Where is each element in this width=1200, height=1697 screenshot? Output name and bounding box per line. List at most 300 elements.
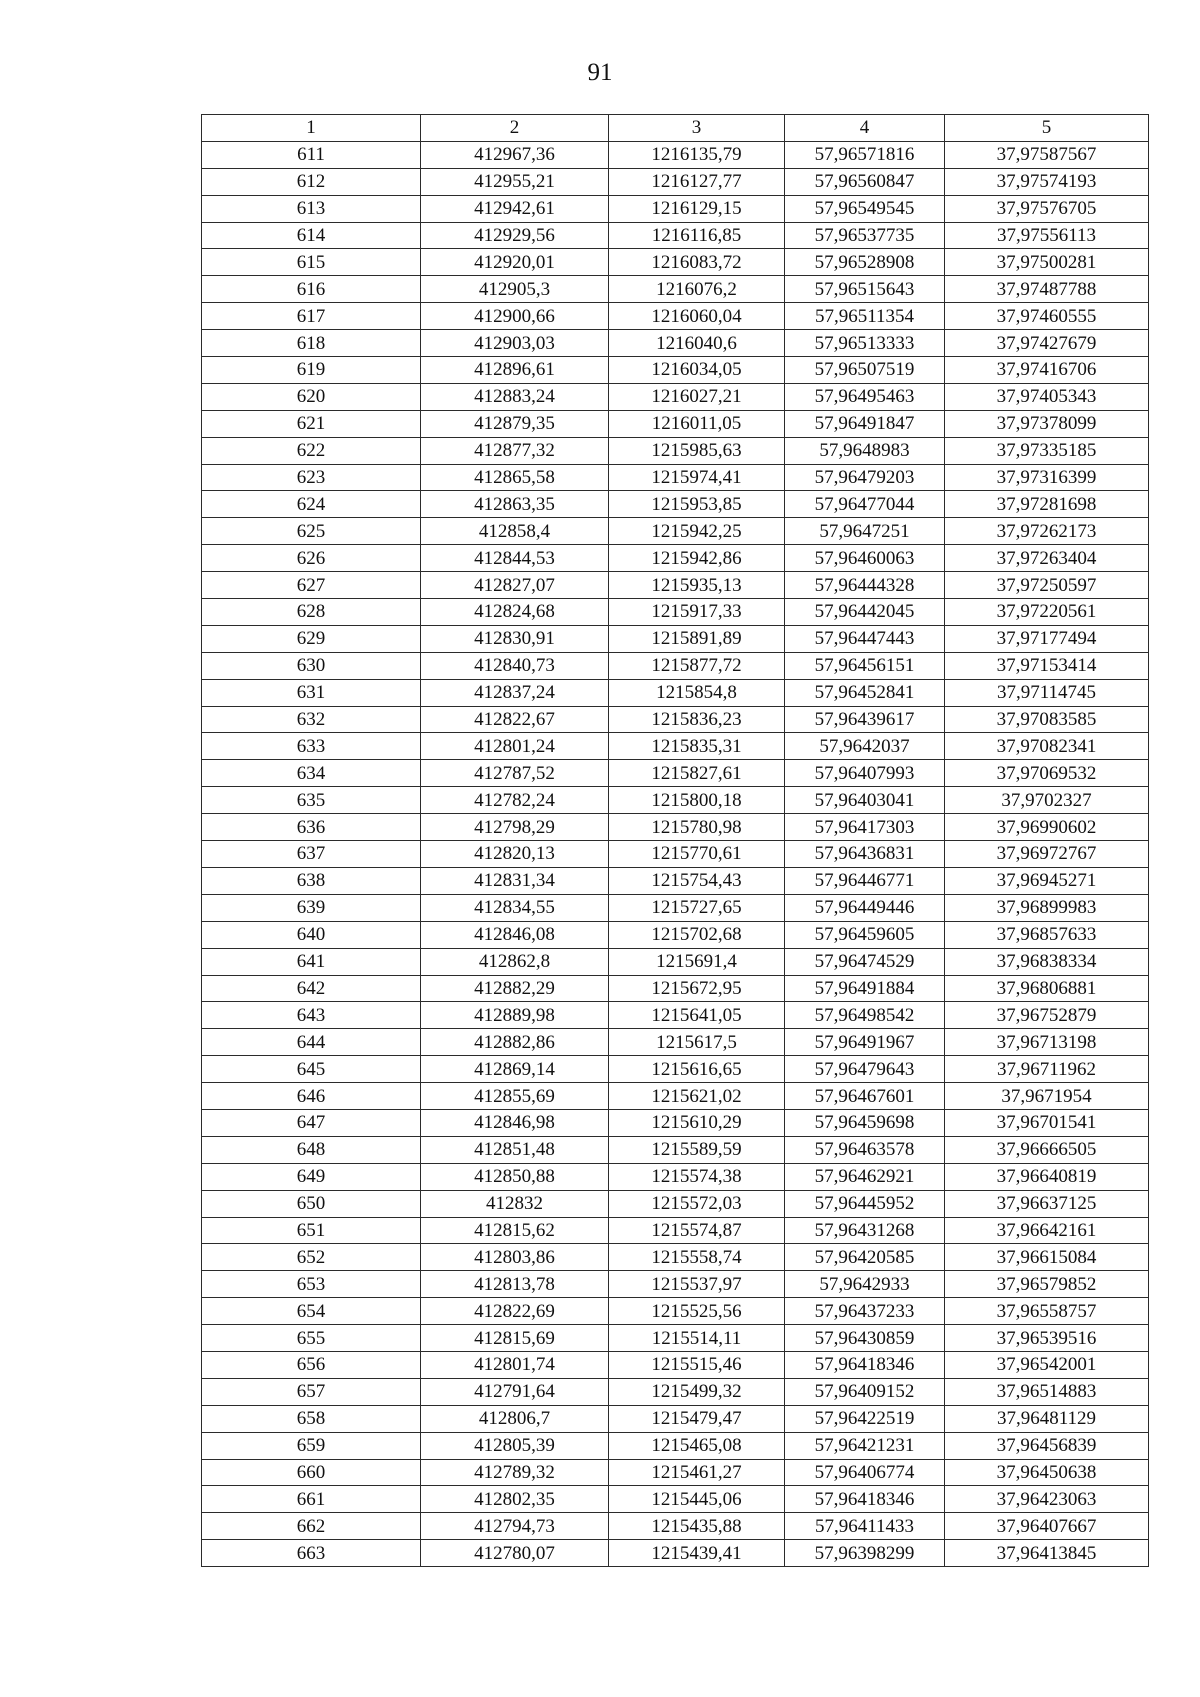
point-number-cell: 627 [202, 572, 421, 599]
y-coordinate-cell: 1215621,02 [609, 1083, 785, 1110]
y-coordinate-cell: 1215465,08 [609, 1432, 785, 1459]
latitude-cell: 57,96447443 [785, 625, 945, 652]
y-coordinate-cell: 1216060,04 [609, 303, 785, 330]
table-row [202, 464, 1149, 491]
point-number-cell: 622 [202, 437, 421, 464]
y-coordinate-cell: 1215479,47 [609, 1405, 785, 1432]
table-row [202, 1459, 1149, 1486]
latitude-cell: 57,96407993 [785, 760, 945, 787]
longitude-cell: 37,96713198 [945, 1029, 1149, 1056]
x-coordinate-cell: 412830,91 [421, 625, 609, 652]
point-number-cell: 661 [202, 1486, 421, 1513]
longitude-cell: 37,96539516 [945, 1325, 1149, 1352]
point-number-cell: 626 [202, 545, 421, 572]
table-row [202, 1056, 1149, 1083]
latitude-cell: 57,96477044 [785, 491, 945, 518]
column-header-4: 4 [785, 115, 945, 142]
longitude-cell: 37,96514883 [945, 1378, 1149, 1405]
longitude-cell: 37,97587567 [945, 141, 1149, 168]
latitude-cell: 57,96491884 [785, 975, 945, 1002]
x-coordinate-cell: 412789,32 [421, 1459, 609, 1486]
x-coordinate-cell: 412831,34 [421, 867, 609, 894]
longitude-cell: 37,96945271 [945, 867, 1149, 894]
y-coordinate-cell: 1215754,43 [609, 867, 785, 894]
point-number-cell: 647 [202, 1109, 421, 1136]
latitude-cell: 57,96411433 [785, 1513, 945, 1540]
longitude-cell: 37,96838334 [945, 948, 1149, 975]
latitude-cell: 57,96507519 [785, 357, 945, 384]
x-coordinate-cell: 412889,98 [421, 1002, 609, 1029]
latitude-cell: 57,96462921 [785, 1163, 945, 1190]
x-coordinate-cell: 412780,07 [421, 1540, 609, 1567]
point-number-cell: 649 [202, 1163, 421, 1190]
table-row [202, 572, 1149, 599]
y-coordinate-cell: 1215854,8 [609, 679, 785, 706]
point-number-cell: 650 [202, 1190, 421, 1217]
point-number-cell: 662 [202, 1513, 421, 1540]
point-number-cell: 635 [202, 787, 421, 814]
y-coordinate-cell: 1215641,05 [609, 1002, 785, 1029]
latitude-cell: 57,9647251 [785, 518, 945, 545]
latitude-cell: 57,96439617 [785, 706, 945, 733]
table-row [202, 1540, 1149, 1567]
latitude-cell: 57,96398299 [785, 1540, 945, 1567]
x-coordinate-cell: 412822,69 [421, 1298, 609, 1325]
point-number-cell: 643 [202, 1002, 421, 1029]
x-coordinate-cell: 412822,67 [421, 706, 609, 733]
table-row [202, 1298, 1149, 1325]
x-coordinate-cell: 412879,35 [421, 410, 609, 437]
point-number-cell: 641 [202, 948, 421, 975]
x-coordinate-cell: 412787,52 [421, 760, 609, 787]
x-coordinate-cell: 412813,78 [421, 1271, 609, 1298]
longitude-cell: 37,96972767 [945, 841, 1149, 868]
point-number-cell: 658 [202, 1405, 421, 1432]
longitude-cell: 37,96806881 [945, 975, 1149, 1002]
x-coordinate-cell: 412837,24 [421, 679, 609, 706]
longitude-cell: 37,96450638 [945, 1459, 1149, 1486]
latitude-cell: 57,9642037 [785, 733, 945, 760]
longitude-cell: 37,97281698 [945, 491, 1149, 518]
longitude-cell: 37,97405343 [945, 383, 1149, 410]
latitude-cell: 57,96537735 [785, 222, 945, 249]
y-coordinate-cell: 1215514,11 [609, 1325, 785, 1352]
x-coordinate-cell: 412840,73 [421, 652, 609, 679]
table-row [202, 1325, 1149, 1352]
point-number-cell: 611 [202, 141, 421, 168]
point-number-cell: 617 [202, 303, 421, 330]
x-coordinate-cell: 412834,55 [421, 894, 609, 921]
point-number-cell: 659 [202, 1432, 421, 1459]
longitude-cell: 37,9671954 [945, 1083, 1149, 1110]
x-coordinate-cell: 412883,24 [421, 383, 609, 410]
latitude-cell: 57,96515643 [785, 276, 945, 303]
y-coordinate-cell: 1216040,6 [609, 330, 785, 357]
latitude-cell: 57,96444328 [785, 572, 945, 599]
latitude-cell: 57,96491967 [785, 1029, 945, 1056]
x-coordinate-cell: 412846,08 [421, 921, 609, 948]
longitude-cell: 37,96701541 [945, 1109, 1149, 1136]
point-number-cell: 623 [202, 464, 421, 491]
table-row [202, 599, 1149, 626]
point-number-cell: 620 [202, 383, 421, 410]
x-coordinate-cell: 412806,7 [421, 1405, 609, 1432]
longitude-cell: 37,96666505 [945, 1136, 1149, 1163]
y-coordinate-cell: 1216083,72 [609, 249, 785, 276]
table-row [202, 1432, 1149, 1459]
point-number-cell: 633 [202, 733, 421, 760]
point-number-cell: 654 [202, 1298, 421, 1325]
x-coordinate-cell: 412877,32 [421, 437, 609, 464]
table-row [202, 679, 1149, 706]
latitude-cell: 57,96420585 [785, 1244, 945, 1271]
table-row [202, 652, 1149, 679]
longitude-cell: 37,97263404 [945, 545, 1149, 572]
latitude-cell: 57,96437233 [785, 1298, 945, 1325]
latitude-cell: 57,96406774 [785, 1459, 945, 1486]
longitude-cell: 37,96456839 [945, 1432, 1149, 1459]
longitude-cell: 37,96407667 [945, 1513, 1149, 1540]
y-coordinate-cell: 1215439,41 [609, 1540, 785, 1567]
longitude-cell: 37,97574193 [945, 168, 1149, 195]
latitude-cell: 57,96456151 [785, 652, 945, 679]
y-coordinate-cell: 1216076,2 [609, 276, 785, 303]
latitude-cell: 57,96528908 [785, 249, 945, 276]
y-coordinate-cell: 1215672,95 [609, 975, 785, 1002]
x-coordinate-cell: 412903,03 [421, 330, 609, 357]
y-coordinate-cell: 1215942,25 [609, 518, 785, 545]
longitude-cell: 37,97220561 [945, 599, 1149, 626]
table-row [202, 1109, 1149, 1136]
table-row [202, 303, 1149, 330]
x-coordinate-cell: 412824,68 [421, 599, 609, 626]
latitude-cell: 57,96467601 [785, 1083, 945, 1110]
point-number-cell: 644 [202, 1029, 421, 1056]
point-number-cell: 628 [202, 599, 421, 626]
point-number-cell: 648 [202, 1136, 421, 1163]
point-number-cell: 637 [202, 841, 421, 868]
x-coordinate-cell: 412967,36 [421, 141, 609, 168]
table-row [202, 1244, 1149, 1271]
longitude-cell: 37,96642161 [945, 1217, 1149, 1244]
point-number-cell: 653 [202, 1271, 421, 1298]
latitude-cell: 57,96459605 [785, 921, 945, 948]
point-number-cell: 616 [202, 276, 421, 303]
x-coordinate-cell: 412855,69 [421, 1083, 609, 1110]
column-header-5: 5 [945, 115, 1149, 142]
table-row [202, 1486, 1149, 1513]
table-row [202, 330, 1149, 357]
latitude-cell: 57,96421231 [785, 1432, 945, 1459]
point-number-cell: 639 [202, 894, 421, 921]
table-row [202, 1083, 1149, 1110]
point-number-cell: 640 [202, 921, 421, 948]
table-row [202, 975, 1149, 1002]
table-row [202, 276, 1149, 303]
y-coordinate-cell: 1215525,56 [609, 1298, 785, 1325]
table-row [202, 894, 1149, 921]
point-number-cell: 614 [202, 222, 421, 249]
latitude-cell: 57,96403041 [785, 787, 945, 814]
point-number-cell: 634 [202, 760, 421, 787]
x-coordinate-cell: 412869,14 [421, 1056, 609, 1083]
table-row [202, 625, 1149, 652]
latitude-cell: 57,96511354 [785, 303, 945, 330]
y-coordinate-cell: 1215610,29 [609, 1109, 785, 1136]
longitude-cell: 37,97416706 [945, 357, 1149, 384]
y-coordinate-cell: 1215985,63 [609, 437, 785, 464]
x-coordinate-cell: 412794,73 [421, 1513, 609, 1540]
y-coordinate-cell: 1215827,61 [609, 760, 785, 787]
column-header-1: 1 [202, 115, 421, 142]
point-number-cell: 612 [202, 168, 421, 195]
x-coordinate-cell: 412832 [421, 1190, 609, 1217]
y-coordinate-cell: 1216027,21 [609, 383, 785, 410]
point-number-cell: 618 [202, 330, 421, 357]
x-coordinate-cell: 412851,48 [421, 1136, 609, 1163]
x-coordinate-cell: 412896,61 [421, 357, 609, 384]
x-coordinate-cell: 412846,98 [421, 1109, 609, 1136]
latitude-cell: 57,96479203 [785, 464, 945, 491]
longitude-cell: 37,97177494 [945, 625, 1149, 652]
point-number-cell: 638 [202, 867, 421, 894]
y-coordinate-cell: 1215616,65 [609, 1056, 785, 1083]
table-row [202, 491, 1149, 518]
x-coordinate-cell: 412882,86 [421, 1029, 609, 1056]
y-coordinate-cell: 1215558,74 [609, 1244, 785, 1271]
latitude-cell: 57,96460063 [785, 545, 945, 572]
table-row [202, 518, 1149, 545]
latitude-cell: 57,96445952 [785, 1190, 945, 1217]
x-coordinate-cell: 412827,07 [421, 572, 609, 599]
table-row [202, 814, 1149, 841]
x-coordinate-cell: 412850,88 [421, 1163, 609, 1190]
point-number-cell: 632 [202, 706, 421, 733]
table-row [202, 383, 1149, 410]
longitude-cell: 37,97500281 [945, 249, 1149, 276]
y-coordinate-cell: 1215435,88 [609, 1513, 785, 1540]
table-header-row [202, 115, 1149, 142]
y-coordinate-cell: 1216129,15 [609, 195, 785, 222]
point-number-cell: 631 [202, 679, 421, 706]
longitude-cell: 37,97460555 [945, 303, 1149, 330]
y-coordinate-cell: 1216011,05 [609, 410, 785, 437]
y-coordinate-cell: 1215537,97 [609, 1271, 785, 1298]
latitude-cell: 57,96418346 [785, 1486, 945, 1513]
point-number-cell: 656 [202, 1351, 421, 1378]
table-row [202, 168, 1149, 195]
latitude-cell: 57,96571816 [785, 141, 945, 168]
latitude-cell: 57,96491847 [785, 410, 945, 437]
x-coordinate-cell: 412815,62 [421, 1217, 609, 1244]
latitude-cell: 57,96436831 [785, 841, 945, 868]
point-number-cell: 652 [202, 1244, 421, 1271]
table-row [202, 1029, 1149, 1056]
x-coordinate-cell: 412803,86 [421, 1244, 609, 1271]
y-coordinate-cell: 1215877,72 [609, 652, 785, 679]
table-row [202, 1271, 1149, 1298]
table-row [202, 787, 1149, 814]
longitude-cell: 37,97335185 [945, 437, 1149, 464]
table-row [202, 921, 1149, 948]
x-coordinate-cell: 412820,13 [421, 841, 609, 868]
point-number-cell: 615 [202, 249, 421, 276]
point-number-cell: 651 [202, 1217, 421, 1244]
latitude-cell: 57,96495463 [785, 383, 945, 410]
longitude-cell: 37,96615084 [945, 1244, 1149, 1271]
y-coordinate-cell: 1215770,61 [609, 841, 785, 868]
latitude-cell: 57,96430859 [785, 1325, 945, 1352]
longitude-cell: 37,97082341 [945, 733, 1149, 760]
x-coordinate-cell: 412882,29 [421, 975, 609, 1002]
latitude-cell: 57,96474529 [785, 948, 945, 975]
y-coordinate-cell: 1215691,4 [609, 948, 785, 975]
latitude-cell: 57,96422519 [785, 1405, 945, 1432]
table-row [202, 706, 1149, 733]
y-coordinate-cell: 1215499,32 [609, 1378, 785, 1405]
x-coordinate-cell: 412801,74 [421, 1351, 609, 1378]
latitude-cell: 57,96418346 [785, 1351, 945, 1378]
x-coordinate-cell: 412782,24 [421, 787, 609, 814]
x-coordinate-cell: 412791,64 [421, 1378, 609, 1405]
table-row [202, 1378, 1149, 1405]
point-number-cell: 645 [202, 1056, 421, 1083]
y-coordinate-cell: 1215800,18 [609, 787, 785, 814]
latitude-cell: 57,9642933 [785, 1271, 945, 1298]
longitude-cell: 37,96711962 [945, 1056, 1149, 1083]
y-coordinate-cell: 1215835,31 [609, 733, 785, 760]
y-coordinate-cell: 1215574,87 [609, 1217, 785, 1244]
longitude-cell: 37,96899983 [945, 894, 1149, 921]
latitude-cell: 57,9648983 [785, 437, 945, 464]
x-coordinate-cell: 412905,3 [421, 276, 609, 303]
point-number-cell: 642 [202, 975, 421, 1002]
point-number-cell: 655 [202, 1325, 421, 1352]
y-coordinate-cell: 1215617,5 [609, 1029, 785, 1056]
table-row [202, 1136, 1149, 1163]
latitude-cell: 57,96549545 [785, 195, 945, 222]
table-body [202, 141, 1149, 1566]
longitude-cell: 37,96558757 [945, 1298, 1149, 1325]
longitude-cell: 37,97427679 [945, 330, 1149, 357]
x-coordinate-cell: 412862,8 [421, 948, 609, 975]
table-row [202, 760, 1149, 787]
latitude-cell: 57,96449446 [785, 894, 945, 921]
longitude-cell: 37,96579852 [945, 1271, 1149, 1298]
latitude-cell: 57,96479643 [785, 1056, 945, 1083]
x-coordinate-cell: 412802,35 [421, 1486, 609, 1513]
y-coordinate-cell: 1215445,06 [609, 1486, 785, 1513]
x-coordinate-cell: 412801,24 [421, 733, 609, 760]
table-row [202, 357, 1149, 384]
y-coordinate-cell: 1215702,68 [609, 921, 785, 948]
point-number-cell: 657 [202, 1378, 421, 1405]
x-coordinate-cell: 412815,69 [421, 1325, 609, 1352]
x-coordinate-cell: 412865,58 [421, 464, 609, 491]
table-row [202, 1163, 1149, 1190]
column-header-2: 2 [421, 115, 609, 142]
longitude-cell: 37,97378099 [945, 410, 1149, 437]
longitude-cell: 37,96752879 [945, 1002, 1149, 1029]
table-row [202, 249, 1149, 276]
y-coordinate-cell: 1215727,65 [609, 894, 785, 921]
x-coordinate-cell: 412798,29 [421, 814, 609, 841]
table-row [202, 1351, 1149, 1378]
y-coordinate-cell: 1215515,46 [609, 1351, 785, 1378]
table-row [202, 222, 1149, 249]
point-number-cell: 630 [202, 652, 421, 679]
longitude-cell: 37,96640819 [945, 1163, 1149, 1190]
x-coordinate-cell: 412920,01 [421, 249, 609, 276]
y-coordinate-cell: 1215917,33 [609, 599, 785, 626]
latitude-cell: 57,96409152 [785, 1378, 945, 1405]
longitude-cell: 37,96990602 [945, 814, 1149, 841]
longitude-cell: 37,9702327 [945, 787, 1149, 814]
coordinates-table [201, 114, 1149, 1567]
table-row [202, 195, 1149, 222]
point-number-cell: 621 [202, 410, 421, 437]
longitude-cell: 37,96542001 [945, 1351, 1149, 1378]
point-number-cell: 624 [202, 491, 421, 518]
y-coordinate-cell: 1215836,23 [609, 706, 785, 733]
latitude-cell: 57,96417303 [785, 814, 945, 841]
y-coordinate-cell: 1215953,85 [609, 491, 785, 518]
y-coordinate-cell: 1216127,77 [609, 168, 785, 195]
longitude-cell: 37,97153414 [945, 652, 1149, 679]
latitude-cell: 57,96498542 [785, 1002, 945, 1029]
longitude-cell: 37,97556113 [945, 222, 1149, 249]
latitude-cell: 57,96463578 [785, 1136, 945, 1163]
longitude-cell: 37,97083585 [945, 706, 1149, 733]
table-row [202, 141, 1149, 168]
latitude-cell: 57,96442045 [785, 599, 945, 626]
longitude-cell: 37,96857633 [945, 921, 1149, 948]
x-coordinate-cell: 412863,35 [421, 491, 609, 518]
longitude-cell: 37,97487788 [945, 276, 1149, 303]
longitude-cell: 37,96481129 [945, 1405, 1149, 1432]
y-coordinate-cell: 1215942,86 [609, 545, 785, 572]
point-number-cell: 660 [202, 1459, 421, 1486]
column-header-3: 3 [609, 115, 785, 142]
table-row [202, 1217, 1149, 1244]
y-coordinate-cell: 1216135,79 [609, 141, 785, 168]
y-coordinate-cell: 1215974,41 [609, 464, 785, 491]
table-row [202, 733, 1149, 760]
table-row [202, 841, 1149, 868]
x-coordinate-cell: 412844,53 [421, 545, 609, 572]
longitude-cell: 37,97250597 [945, 572, 1149, 599]
y-coordinate-cell: 1215574,38 [609, 1163, 785, 1190]
table-row [202, 948, 1149, 975]
longitude-cell: 37,97114745 [945, 679, 1149, 706]
page-number: 91 [587, 59, 613, 86]
table-row [202, 1513, 1149, 1540]
latitude-cell: 57,96431268 [785, 1217, 945, 1244]
latitude-cell: 57,96560847 [785, 168, 945, 195]
point-number-cell: 663 [202, 1540, 421, 1567]
latitude-cell: 57,96446771 [785, 867, 945, 894]
y-coordinate-cell: 1215891,89 [609, 625, 785, 652]
latitude-cell: 57,96459698 [785, 1109, 945, 1136]
table-row [202, 437, 1149, 464]
longitude-cell: 37,96413845 [945, 1540, 1149, 1567]
table-row [202, 1002, 1149, 1029]
latitude-cell: 57,96452841 [785, 679, 945, 706]
longitude-cell: 37,96637125 [945, 1190, 1149, 1217]
y-coordinate-cell: 1215589,59 [609, 1136, 785, 1163]
longitude-cell: 37,97262173 [945, 518, 1149, 545]
longitude-cell: 37,97316399 [945, 464, 1149, 491]
